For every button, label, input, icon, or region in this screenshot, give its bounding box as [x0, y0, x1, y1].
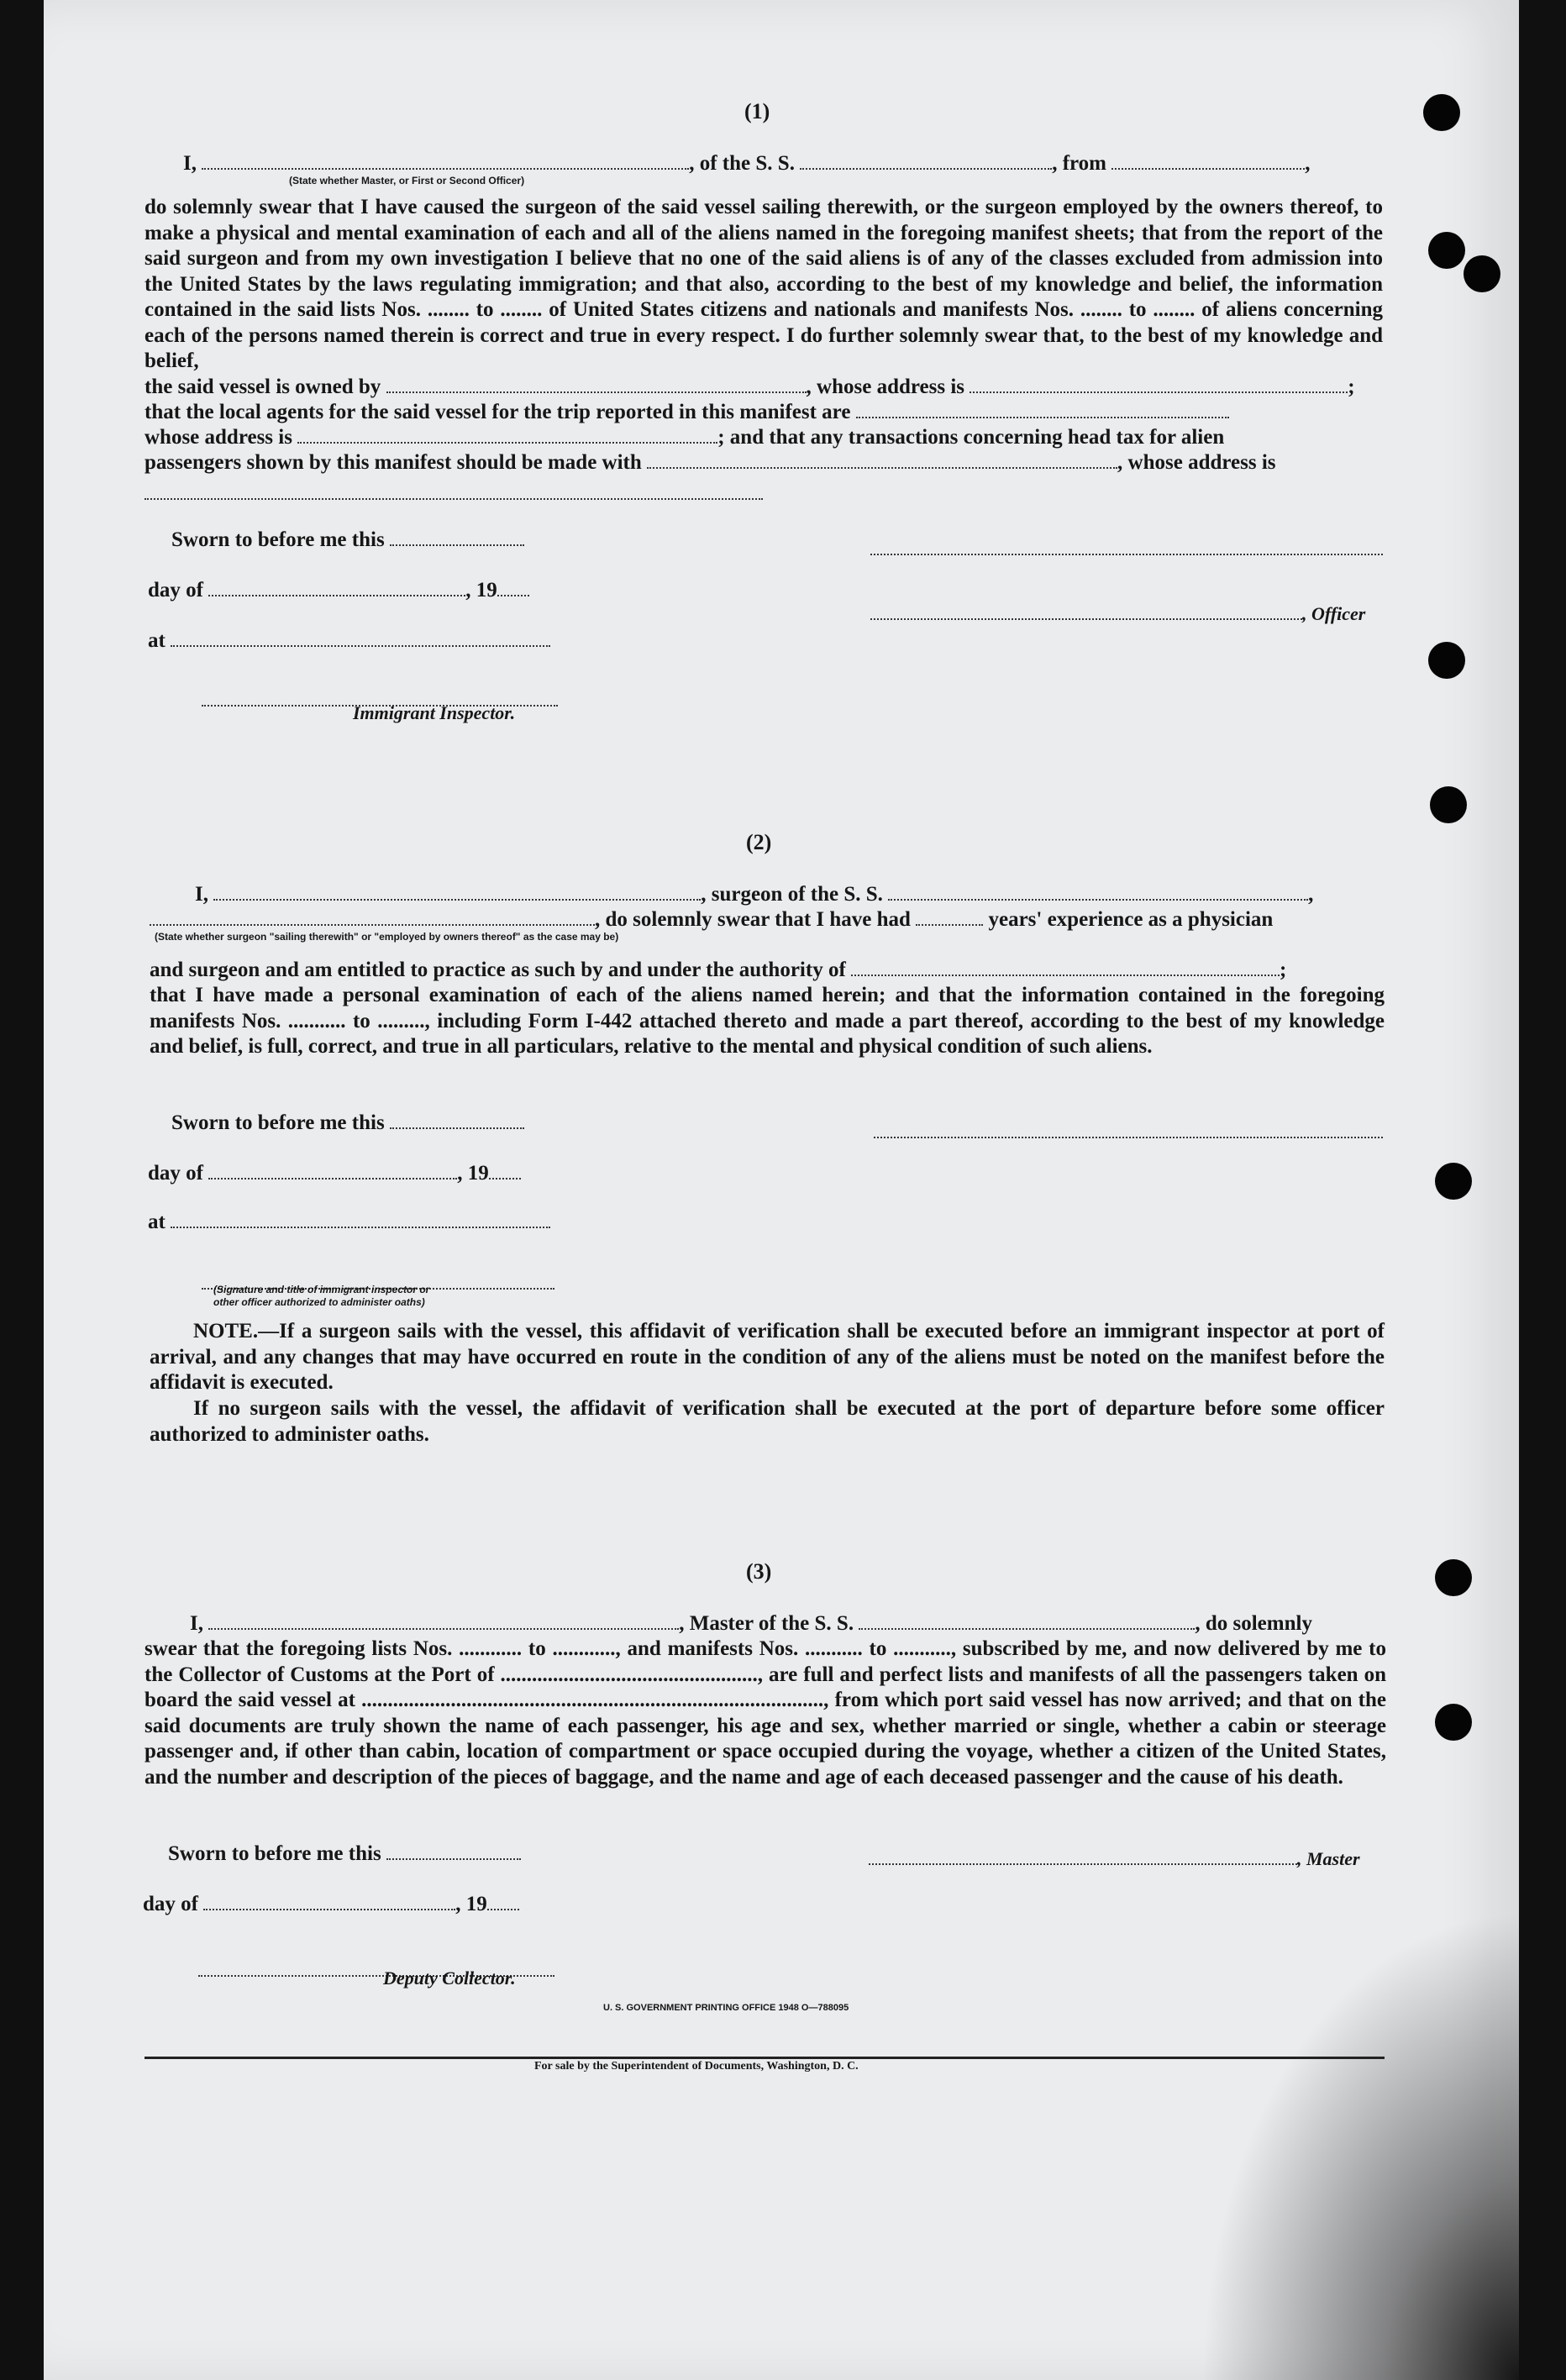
owner-field[interactable] — [386, 391, 807, 393]
year-field-1[interactable] — [497, 595, 529, 596]
day-of-field-2[interactable] — [208, 1178, 457, 1179]
master-signature-line: , Master — [869, 1847, 1360, 1873]
sworn-date-field-1[interactable] — [390, 544, 524, 546]
day-of-line-3: day of , 19 — [143, 1892, 519, 1918]
head-tax-address-field[interactable] — [145, 489, 763, 504]
signature-note-2: other officer authorized to administer oaths) — [213, 1296, 425, 1308]
punch-hole — [1423, 94, 1460, 131]
owner-address-field[interactable] — [970, 391, 1348, 393]
agent-address-field[interactable] — [297, 442, 717, 444]
sailing-note: (State whether surgeon "sailing therewith" or "employed by owners thereof" as the case may be) — [155, 931, 619, 943]
agent-address-line: whose address is ; and that any transactions concerning head tax for alien — [145, 426, 1225, 449]
punch-hole — [1430, 786, 1467, 823]
signature-note-1: (Signature and title of immigrant inspector or — [213, 1284, 430, 1295]
master-name-field[interactable] — [202, 168, 689, 170]
head-tax-party-field[interactable] — [647, 467, 1117, 469]
surgeon-swear-line: , do solemnly swear that I have had years' experience as a physician — [150, 907, 1273, 933]
local-agents-field[interactable] — [856, 417, 1229, 418]
surgeon-vessel-field[interactable] — [888, 899, 1308, 901]
surgeon-signature-field[interactable] — [874, 1127, 1383, 1143]
day-of-line-2: day of , 19 — [148, 1161, 521, 1187]
at-line-1: at — [148, 628, 550, 654]
section-3-first-line: I, , Master of the S. S. , do solemnly — [190, 1612, 1312, 1635]
authority-field[interactable] — [851, 975, 1280, 976]
section-2-body: that I have made a personal examination of each of the aliens named herein; and that the information contained in the foregoing manifests Nos. ........... to ........., including Form I-442 attached thereto and made a part thereof, according to the best of my knowledge and belief, is full, correct, and true in all particulars, relative to the mental and physical condition of such aliens. — [150, 984, 1385, 1058]
section-2-first-line: I, , surgeon of the S. S. , — [195, 883, 1314, 906]
year-field-3[interactable] — [487, 1909, 519, 1910]
footer-rule — [145, 2057, 1385, 2059]
note-paragraph-2: If no surgeon sails with the vessel, the affidavit of verification shall be executed at the port of departure before some officer authorized to administer oaths. — [150, 1397, 1385, 1446]
immigrant-inspector-label: Immigrant Inspector. — [353, 702, 516, 723]
sworn-date-field-3[interactable] — [386, 1858, 521, 1860]
from-port-field[interactable] — [1111, 168, 1305, 170]
year-field-2[interactable] — [489, 1178, 521, 1179]
master-vessel-field[interactable] — [859, 1628, 1195, 1630]
day-of-field-3[interactable] — [203, 1909, 455, 1910]
sworn-line-1: Sworn to before me this — [171, 528, 524, 554]
surgeon-name-field[interactable] — [213, 899, 701, 901]
sworn-date-field-2[interactable] — [390, 1127, 524, 1129]
sworn-line-3: Sworn to before me this — [168, 1841, 521, 1868]
sale-notice: For sale by the Superintendent of Documents, Washington, D. C. — [534, 2060, 859, 2073]
section-3-heading: (3) — [746, 1559, 772, 1584]
punch-hole — [1428, 232, 1465, 269]
section-2-heading: (2) — [746, 830, 772, 854]
deputy-collector-label: Deputy Collector. — [383, 1968, 516, 1989]
owned-by-line: the said vessel is owned by , whose address is ; — [145, 376, 1355, 398]
at-line-2: at — [148, 1210, 550, 1236]
note-paragraph-1: NOTE.—If a surgeon sails with the vessel, this affidavit of verification shall be executed before an immigrant inspector at port of arrival, and any changes that may have occurred en route in the condition of any of the aliens must be noted on the manifest before the affidavit is executed. — [150, 1320, 1385, 1394]
master-name-field-3[interactable] — [208, 1628, 679, 1630]
authority-line: and surgeon and am entitled to practice as such by and under the authority of ; — [150, 959, 1287, 981]
officer-signature-field-1[interactable] — [870, 544, 1383, 560]
vessel-name-field[interactable] — [800, 168, 1052, 170]
master-signature-field[interactable] — [869, 1863, 1297, 1865]
officer-signature-field-2[interactable] — [870, 618, 1302, 620]
gpo-imprint: U. S. GOVERNMENT PRINTING OFFICE 1948 O—788095 — [603, 2003, 849, 2013]
section-1-body: do solemnly swear that I have caused the surgeon of the said vessel sailing therewith, or the surgeon employed by the owners thereof, to make a physical and mental examination of each and all of the aliens named in the foregoing manifest sheets; that from the report of the said surgeon and from my own investigation I believe that no one of the said aliens is of any of the classes excluded from admission into the United States by the laws regulating immigration; and that also, according to the best of my knowledge and belief, the information contained in the said lists Nos. ........ to ........ of United States citizens and nationals and manifests Nos. ........ to ........ of aliens concerning each of the persons named therein is correct and true in every respect. I do further solemnly swear that, to the best of my knowledge and belief, — [145, 196, 1383, 372]
at-field-2[interactable] — [171, 1227, 550, 1228]
punch-hole — [1435, 1163, 1472, 1200]
surgeon-type-field[interactable] — [150, 924, 595, 926]
day-of-line-1: day of , 19 — [148, 578, 529, 604]
head-tax-line: passengers shown by this manifest should be made with , whose address is — [145, 451, 1276, 474]
section-3-body: swear that the foregoing lists Nos. ............ to ............, and manifests Nos. ........... to ..........., subscribed by me, and now delivered by me to the Collector of Customs at the Port of ................................................., are full and perfect lists and manifests of all the passengers taken on board the said vessel at ........................................................................................, from which port said vessel has now arrived; and that on the said documents are truly shown the name of each passenger, his age and sex, whether married or single, whether a cabin or steerage passenger and, if other than cabin, location of compartment or space occupied during the voyage, whether a citizen of the United States, and the number and description of the pieces of baggage, and the name and age of each deceased passenger and the cause of his death. — [145, 1637, 1386, 1789]
local-agents-line: that the local agents for the said vessel for the trip reported in this manifest are — [145, 400, 1229, 426]
scan-shadow — [1200, 1910, 1519, 2380]
punch-hole — [1464, 255, 1500, 292]
punch-hole — [1428, 642, 1465, 679]
master-note: (State whether Master, or First or Second Officer) — [289, 175, 525, 187]
years-field[interactable] — [916, 924, 983, 926]
section-1-first-line: I, , of the S. S. , from , — [183, 152, 1311, 175]
officer-line: , Officer — [870, 602, 1365, 628]
punch-hole — [1435, 1704, 1472, 1741]
sworn-line-2: Sworn to before me this — [171, 1111, 524, 1137]
punch-hole — [1435, 1559, 1472, 1596]
day-of-field-1[interactable] — [208, 595, 465, 596]
at-field-1[interactable] — [171, 645, 550, 647]
section-1-heading: (1) — [744, 99, 770, 123]
